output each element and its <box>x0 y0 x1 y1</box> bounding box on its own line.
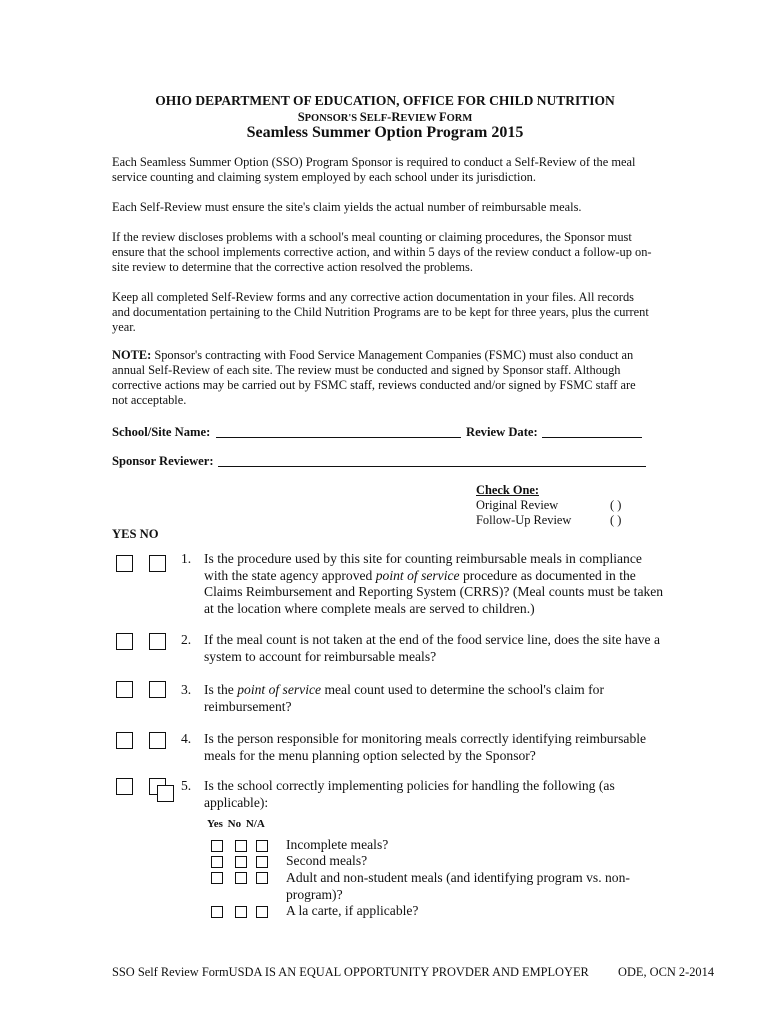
incomplete-meals-na-checkbox[interactable] <box>256 840 268 852</box>
adult-meals-yes-checkbox[interactable] <box>211 872 223 884</box>
sponsor-reviewer-field[interactable] <box>218 466 646 467</box>
footer-right: ODE, OCN 2-2014 <box>618 965 715 979</box>
q2-yes-checkbox[interactable] <box>116 633 133 650</box>
a-la-carte-na-checkbox[interactable] <box>256 906 268 918</box>
note-paragraph <box>112 348 652 408</box>
school-site-field[interactable] <box>216 437 461 438</box>
adult-meals-label: Adult and non-student meals (and identifying program vs. non-program)? <box>286 870 630 902</box>
incomplete-meals-yes-checkbox[interactable] <box>211 840 223 852</box>
program-title: Seamless Summer Option Program 2015 <box>246 124 524 141</box>
follow-up-review-label: Follow-Up Review <box>476 513 572 527</box>
q1-yes-checkbox[interactable] <box>116 555 133 572</box>
second-meals-label: Second meals? <box>286 853 368 868</box>
incomplete-meals-no-checkbox[interactable] <box>235 840 247 852</box>
a-la-carte-yes-checkbox[interactable] <box>211 906 223 918</box>
q5-no-checkbox-overlay <box>157 785 174 802</box>
original-review-option[interactable]: ( ) <box>610 498 622 512</box>
q3-no-checkbox[interactable] <box>149 681 166 698</box>
q1-no-checkbox[interactable] <box>149 555 166 572</box>
q4-text: Is the person responsible for monitoring meals correctly identifying reimbursable meals for the menu planning option selected by the Sponsor? <box>204 731 647 763</box>
school-site-label: School/Site Name: <box>112 425 211 439</box>
q2-text: If the meal count is not taken at the end of the food service line, does the site have a system to account for reimbursable meals? <box>204 632 660 664</box>
review-date-field[interactable] <box>542 437 642 438</box>
check-one-title: Check One: <box>476 483 539 497</box>
q4-no-checkbox[interactable] <box>149 732 166 749</box>
records-paragraph: Keep all completed Self-Review forms and any corrective action documentation in your files. All records and documentation pertaining to the Child Nutrition Programs are to be kept for three years, plus the current year. <box>112 290 649 334</box>
agency-title: OHIO DEPARTMENT OF EDUCATION, OFFICE FOR CHILD NUTRITION <box>155 93 615 108</box>
second-meals-na-checkbox[interactable] <box>256 856 268 868</box>
note-label: NOTE: <box>112 348 152 362</box>
q4-number: 4. <box>181 731 192 746</box>
q5-text: Is the school correctly implementing policies for handling the following (as applicable): <box>204 778 615 810</box>
incomplete-meals-label: Incomplete meals? <box>286 837 389 852</box>
adult-meals-no-checkbox[interactable] <box>235 872 247 884</box>
review-date-label: Review Date: <box>466 425 538 439</box>
a-la-carte-no-checkbox[interactable] <box>235 906 247 918</box>
second-meals-yes-checkbox[interactable] <box>211 856 223 868</box>
form-subtitle: SPONSOR'S SELF-REVIEW FORM <box>297 110 473 124</box>
sub-yes-no-na-header: Yes No N/A <box>207 818 265 830</box>
q3-number: 3. <box>181 682 192 697</box>
original-review-label: Original Review <box>476 498 559 512</box>
second-meals-no-checkbox[interactable] <box>235 856 247 868</box>
q4-yes-checkbox[interactable] <box>116 732 133 749</box>
q2-number: 2. <box>181 632 192 647</box>
problems-paragraph: If the review discloses problems with a school's meal counting or claiming procedures, the Sponsor must ensure that the school implements corrective action, and within 5 days of the review conduct a follow-up on-site review to determine that the corrective action resolved the problems. <box>112 230 652 274</box>
q3-text: Is the point of service meal count used to determine the school's claim for reimbursement? <box>204 682 604 714</box>
q3-yes-checkbox[interactable] <box>116 681 133 698</box>
yes-no-header: YES NO <box>112 527 159 541</box>
q2-no-checkbox[interactable] <box>149 633 166 650</box>
q1-number: 1. <box>181 551 192 566</box>
q1-text: Is the procedure used by this site for counting reimbursable meals in compliance with the state agency approved point of service procedure as documented in the Claims Reimbursement and Reporting System (CRRS)? (Meal counts must be taken at the location where complete meals are served to children.) <box>204 551 664 616</box>
claim-paragraph: Each Self-Review must ensure the site's claim yields the actual number of reimbursable meals. <box>112 200 582 214</box>
footer-left: SSO Self Review FormUSDA IS AN EQUAL OPPORTUNITY PROVDER AND EMPLOYER <box>112 965 589 979</box>
intro-paragraph: Each Seamless Summer Option (SSO) Program Sponsor is required to conduct a Self-Review of the meal service counting and claiming system employed by each school under its jurisdiction. <box>112 155 636 184</box>
sponsor-reviewer-label: Sponsor Reviewer: <box>112 454 214 468</box>
adult-meals-na-checkbox[interactable] <box>256 872 268 884</box>
a-la-carte-label: A la carte, if applicable? <box>286 903 419 918</box>
q5-yes-checkbox[interactable] <box>116 778 133 795</box>
q5-number: 5. <box>181 778 192 793</box>
follow-up-review-option[interactable]: ( ) <box>610 513 622 527</box>
note-text: Sponsor's contracting with Food Service Management Companies (FSMC) must also conduct an annual Self-Review of each site. The review must be conducted and signed by Sponsor staff. Although corrective actions may be carried out by FSMC staff, reviews conducted and/or signed by FSMC staff are not acceptable. <box>112 348 636 407</box>
